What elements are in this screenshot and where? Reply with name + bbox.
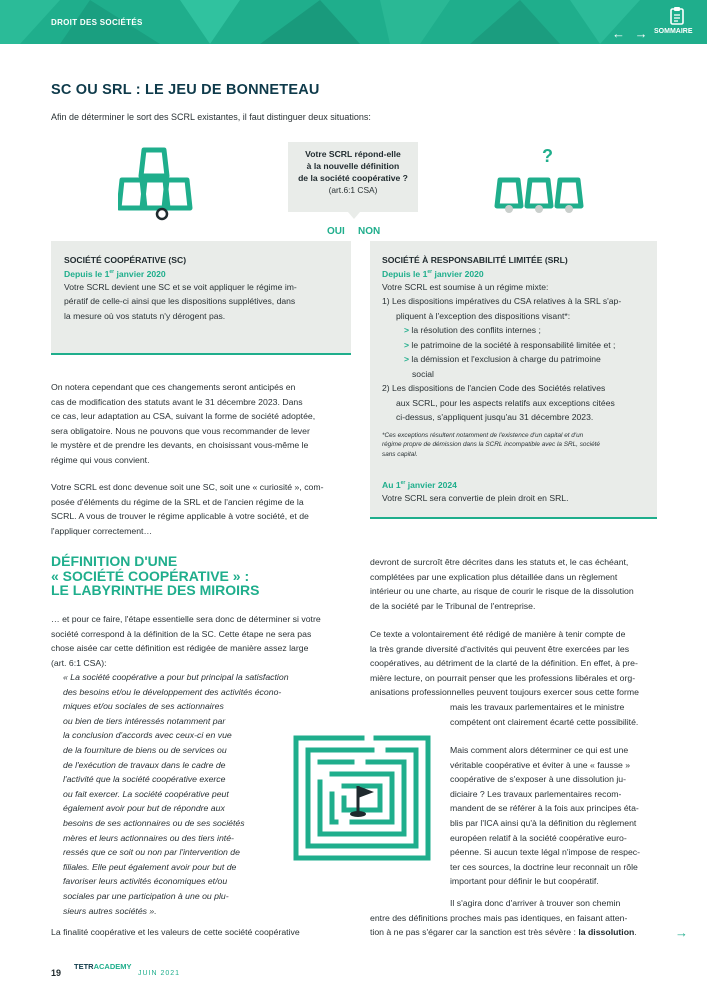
next-page-button[interactable]: →	[634, 26, 648, 41]
right-paragraph-4: Il s'agira donc d'arriver à trouver son chemin entre des définitions proches mais pas identiques, en faisant atten- tion à ne pas s'égarer car la sanction est très sévère : la dissolution.	[370, 898, 637, 938]
header-bar	[0, 0, 707, 44]
section-tag: DROIT DES SOCIÉTÉS	[51, 18, 143, 27]
question-pointer	[348, 212, 360, 220]
sc-text-line: la mesure où vos statuts n'y dérogent pas.	[64, 310, 226, 321]
sommaire-link[interactable]: SOMMAIRE	[654, 28, 693, 35]
sc-text-line: pératif de celle-ci ainsi que les dispositions supplétives, dans	[64, 296, 296, 307]
sc-text-line: Votre SCRL devient une SC et se voit appliquer le régime im-	[64, 281, 297, 292]
clipboard-icon[interactable]	[669, 6, 685, 26]
srl-final: Votre SCRL sera convertie de plein droit en SRL.	[382, 493, 569, 504]
srl-arrow-item-cont: social	[412, 368, 434, 379]
sc-heading: SOCIÉTÉ COOPÉRATIVE (SC)	[64, 255, 187, 265]
srl-arrow-item: > le patrimoine de la société à responsabilité limitée et ;	[404, 339, 616, 350]
maze-flag-illustration	[292, 734, 432, 862]
srl-item-1-cont: pliquent à l'exception des dispositions visant*:	[396, 310, 571, 321]
srl-date: Depuis le 1er janvier 2020	[382, 268, 484, 279]
srl-item-2-cont: aux SCRL, pour les aspects relatifs aux exceptions citées	[396, 397, 615, 408]
question-line: de la société coopérative ?	[298, 173, 408, 183]
tetracademy-logo: TETRACADEMY	[74, 962, 132, 971]
left-paragraph-2: Votre SCRL est donc devenue soit une SC, soit une « curiosité », com- posée d'éléments du régime de la SRL et de l'ancien régime de la SCRL. A vous de trouver le régime applicable à votre société, et de l'appliquer correctement…	[51, 482, 324, 536]
dissolution-emphasis: la dissolution	[578, 927, 635, 938]
srl-item-2-cont: ci-dessus, s'appliquent jusqu'au 31 décembre 2023.	[396, 412, 594, 423]
page-number: 19	[51, 968, 62, 978]
srl-intro: Votre SCRL est soumise à un régime mixte:	[382, 281, 549, 292]
question-ref: (art.6:1 CSA)	[328, 185, 378, 195]
left-paragraph-1: On notera cependant que ces changements seront anticipés en cas de modification des statuts avant le 31 décembre 2023. Dans ce cas, leur adaptation au CSA, suivant la forme de société adoptée, sera obligatoire. Nous ne pouvons que vous recommander de lever le mystère et de prendre les devants, en choisissant vous-même le régime qui vous convient.	[51, 382, 316, 465]
question-mark: ?	[542, 146, 553, 166]
question-line: à la nouvelle définition	[306, 161, 400, 171]
definition-quote: « La société coopérative a pour but principal la satisfaction des besoins et/ou le développement des activités écono- miques et/ou sociales de ses actionnaires ou bien de tiers intéressés notamment par la conclusion d'accords avec ceux-ci en vue de la fourniture de biens ou de services ou de l'exécution de travaux dans le cadre de l'activité que la société coopérative exerce ou fait exercer. La société coopérative peut également avoir pour but de répondre aux besoins de ses actionnaires ou de ses sociétés mères et leurs actionnaires ou des tiers inté- ressés que ce soit ou non par l'intervention de filiales. Elle peut également avoir pour but de favoriser leurs activités économiques et/ou sociales par une participation à une ou plu- sieurs autres sociétés ».	[63, 672, 289, 916]
cups-ball-illustration	[118, 146, 193, 221]
srl-date-2024: Au 1er janvier 2024	[382, 480, 457, 491]
right-paragraph-3: Mais comment alors déterminer ce qui est une véritable coopérative et éviter à une « fausse » coopérative de s'exposer à une dissolution ju- diciaire ? Les travaux parlementaires recom- mandent de se référer à la fois aux principes éta- blis par l'ICA ainsi qu'à la définition du règlement européen relatif à la société coopérative euro- péenne. Si aucun texte légal n'impose de respec- ter ces sources, la doctrine leur reconnait un rôle important pour définir le but coopératif.	[450, 745, 641, 887]
srl-item-1: 1) Les dispositions impératives du CSA relatives à la SRL s'ap-	[382, 296, 622, 307]
left-paragraph-4: La finalité coopérative et les valeurs de cette société coopérative	[51, 927, 300, 937]
page-navigation	[612, 26, 654, 41]
srl-footnote: *Ces exceptions résultent notamment de l'existence d'un capital et d'un régime propre de démission dans la SCRL incompatible avec la SRL, société sans capital.	[382, 431, 600, 458]
right-paragraph-1: devront de surcroît être décrites dans les statuts et, le cas échéant, complétées par une explication plus détaillée dans un règlement intérieur ou une charte, au risque de courir le risque de la dissolution de la société par le Tribunal de l'entreprise.	[370, 557, 634, 611]
question-line: Votre SCRL répond-elle	[305, 149, 401, 159]
prev-page-button[interactable]: ←	[612, 26, 625, 41]
section-subtitle: DÉFINITION D'UNE « SOCIÉTÉ COOPÉRATIVE » : LE LABYRINTHE DES MIROIRS	[51, 553, 260, 598]
srl-item-2: 2) Les dispositions de l'ancien Code des Sociétés relatives	[382, 383, 606, 394]
srl-arrow-item: > la démission et l'exclusion à charge du patrimoine	[404, 354, 601, 365]
three-cups-illustration	[494, 176, 584, 216]
srl-arrow-item: > la résolution des conflits internes ;	[404, 325, 541, 336]
sc-box	[51, 241, 351, 355]
question-box	[288, 142, 418, 212]
right-paragraph-2: Ce texte a volontairement été rédigé de manière à tenir compte de la très grande diversité d'activités qui peuvent être exercées par les coopératives, au détriment de la clarté de la définition. En effet, à pre- mière lecture, on pourrait penser que les professions libérales et org- anisations professionnelles peuvent toujours exercer sous cette forme	[370, 629, 639, 698]
issue-date: JUIN 2021	[138, 970, 181, 977]
left-paragraph-3: … et pour ce faire, l'étape essentielle sera donc de déterminer si votre société correspond à la définition de la SC. Cette étape ne sera pas chose aisée car cette définition est rédigée de manière assez large (art. 6:1 CSA):	[51, 614, 321, 668]
page-title: SC OU SRL : LE JEU DE BONNETEAU	[51, 82, 320, 98]
no-label: NON	[358, 226, 381, 237]
srl-box	[370, 241, 657, 519]
next-page-arrow-icon[interactable]: →	[675, 925, 688, 940]
intro-text: Afin de déterminer le sort des SCRL existantes, il faut distinguer deux situations:	[51, 112, 371, 122]
yes-label: OUI	[327, 226, 345, 237]
srl-heading: SOCIÉTÉ À RESPONSABILITÉ LIMITÉE (SRL)	[382, 255, 568, 265]
sc-date: Depuis le 1er janvier 2020	[64, 268, 166, 279]
right-paragraph-2b: mais les travaux parlementaires et le ministre compétent ont clairement écarté cette possibilité.	[450, 702, 639, 727]
